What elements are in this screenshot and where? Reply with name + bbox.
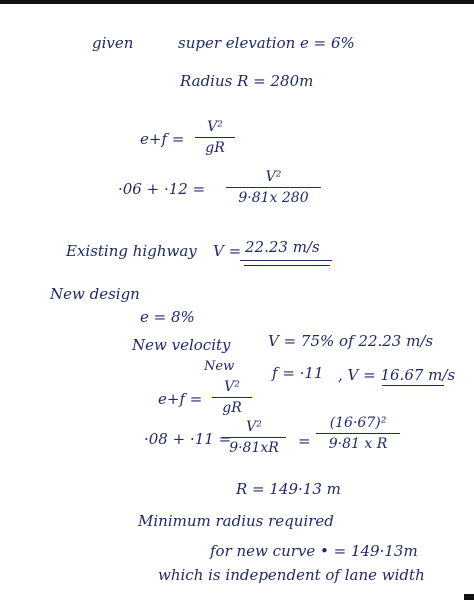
radius-result: R = 149·13 m: [236, 480, 341, 498]
new-label: New: [204, 359, 235, 374]
eq2-denominator: 9·81x 280: [238, 190, 309, 206]
given-label: given: [92, 34, 134, 52]
eq4-numerator-1: V²: [246, 419, 262, 435]
conclusion-line-1: Minimum radius required: [138, 512, 334, 530]
eq3-denominator: gR: [222, 400, 242, 416]
eq1-denominator: gR: [205, 140, 225, 156]
existing-highway-label: Existing highway: [66, 242, 197, 260]
eq4-fraction-2: [316, 416, 400, 451]
eq4-numerator-2: (16·67)²: [329, 415, 387, 431]
eq4-denominator-1: 9·81xR: [229, 440, 279, 456]
eq3-numerator: V²: [224, 379, 240, 395]
new-design-title: New design: [50, 285, 140, 303]
existing-v-value: 22.23 m/s: [245, 238, 320, 256]
super-elevation-text: super elevation e = 6%: [178, 34, 355, 52]
eq2-fraction-bar: [226, 187, 321, 188]
eq4-fraction-1: [222, 420, 286, 455]
new-velocity-value: , V = 16.67 m/s: [338, 366, 456, 384]
new-velocity-label: New velocity: [132, 336, 231, 354]
eq2-fraction: [226, 170, 321, 205]
eq4-denominator-2: 9·81 x R: [328, 436, 388, 452]
eq2-numerator: V²: [265, 169, 282, 185]
eq4-equals: =: [298, 432, 311, 450]
existing-value-underline: [240, 260, 332, 261]
new-design-e: e = 8%: [140, 308, 195, 326]
conclusion-line-2: for new curve • = 149·13m: [210, 542, 418, 560]
eq2-lhs: ·06 + ·12 =: [118, 180, 206, 198]
eq4-fraction-bar-1: [222, 437, 286, 438]
eq3-fraction-bar: [212, 397, 252, 398]
eq1-lhs: e+f =: [140, 130, 185, 148]
eq1-numerator: V²: [207, 119, 223, 135]
eq4-fraction-bar-2: [316, 433, 400, 434]
eq4-lhs: ·08 + ·11 =: [144, 430, 232, 448]
corner-mark: [464, 594, 474, 600]
eq3-fraction: [212, 380, 252, 415]
existing-v-label: V =: [213, 242, 242, 260]
eq3-lhs: e+f =: [158, 390, 203, 408]
radius-text: Radius R = 280m: [180, 72, 314, 90]
new-velocity-underline: [382, 385, 444, 386]
eq1-fraction-bar: [195, 137, 235, 138]
conclusion-line-3: which is independent of lane width: [158, 566, 425, 584]
friction-value: f = ·11: [272, 364, 324, 382]
eq1-fraction: [195, 120, 235, 155]
top-border-strip: [0, 0, 474, 4]
new-velocity-expression: V = 75% of 22.23 m/s: [268, 332, 434, 350]
existing-value-underline-2: [244, 265, 330, 266]
